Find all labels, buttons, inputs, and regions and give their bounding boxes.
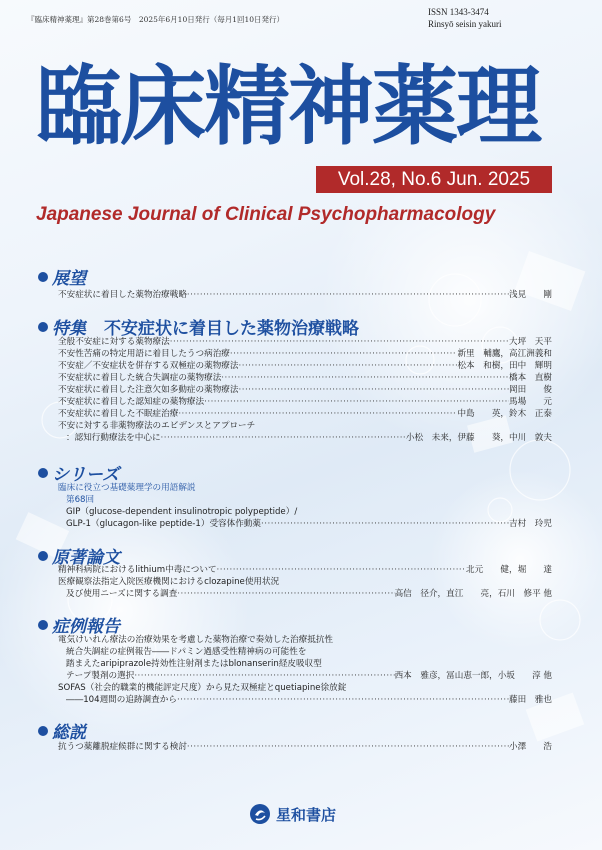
issue-info: 『臨床精神薬理』第28巻第6号 2025年6月10日発行（毎月1回10日発行） (27, 15, 285, 24)
toc-entry[interactable]: 不安症状に着目した認知症の薬物療法 ····· 馬場 元 (58, 397, 552, 408)
toc-entry[interactable]: 全般不安症に対する薬物療法 ····· 大坪 天平 (58, 337, 552, 348)
toc-entry[interactable]: 不安症状に着目した注意欠如多動症の薬物療法 ····· 岡田 俊 (58, 385, 552, 396)
journal-title: 臨床精神薬理 (36, 60, 540, 155)
bullet-icon (38, 468, 48, 478)
toc-entry[interactable]: GLP-1（glucagon-like peptide-1）受容体作動薬 ····· 吉村 玲児 (66, 519, 552, 530)
toc-entry[interactable]: 精神科病院におけるlithium中毒について ····· 北元 健，堀 達 (58, 565, 552, 576)
section-heading-sosetsu: 総説 (38, 718, 86, 743)
toc-entry[interactable]: 不安症状に着目した薬物治療戦略 ····· 浅見 剛 (58, 290, 552, 301)
bullet-icon (38, 322, 48, 332)
series-number: 第68回 (66, 495, 95, 505)
toc-entry-title[interactable]: 統合失調症の症例報告――ドパミン過感受性精神病の可能性を (66, 647, 307, 657)
feature-theme: 不安症状に着目した薬物治療戦略 (104, 319, 359, 339)
section-heading-tenbo: 展望 (38, 264, 86, 289)
toc-entry-title[interactable]: 不安に対する非薬物療法のエビデンスとアプローチ (58, 421, 256, 431)
toc-entry[interactable]: 不安症状に着目した統合失調症の薬物療法 ····· 橋本 直樹 (58, 373, 552, 384)
volume-badge: Vol.28, No.6 Jun. 2025 (316, 166, 552, 193)
section-heading-shorei: 症例報告 (38, 612, 120, 637)
publisher-name: 星和書店 (276, 805, 337, 824)
toc-entry-title[interactable]: 電気けいれん療法の治療効果を考慮した薬物治療で奏効した治療抵抗性 (58, 635, 334, 645)
bullet-icon (38, 272, 48, 282)
toc-entry-title[interactable]: 踏まえたaripiprazole持効性注射剤またはblonanserin経皮吸収型 (66, 659, 322, 669)
bullet-icon (38, 726, 48, 736)
romaji-title: Rinsyō seisin yakuri (428, 19, 502, 29)
series-subtitle: 臨床に役立つ基礎薬理学の用語解説 (58, 483, 196, 493)
toc-entry[interactable]: 抗うつ薬離脱症候群に関する検討 ····· 小澤 浩 (58, 742, 552, 753)
toc-entry[interactable]: ――104週間の追跡調査から ····· 藤田 雅也 (66, 695, 552, 706)
toc-entry[interactable]: テープ製剤の選択 ····· 西本 雅彦，冨山恵一郎，小坂 淳 他 (66, 671, 552, 682)
english-title: Japanese Journal of Clinical Psychopharmacology (36, 204, 496, 225)
section-heading-gencho: 原著論文 (38, 543, 120, 568)
publisher-logo (249, 803, 336, 825)
toc-entry-title[interactable]: 医療観察法指定入院医療機関におけるclozapine使用状況 (58, 577, 280, 587)
bullet-icon (38, 620, 48, 630)
bullet-icon (38, 551, 48, 561)
publisher-mark-icon (249, 803, 271, 825)
toc-entry-title[interactable]: SOFAS（社会的職業的機能評定尺度）から見た双極症とquetiapine徐放錠 (58, 683, 347, 693)
toc-entry[interactable]: ：認知行動療法を中心に ····· 小松 未来，伊藤 葵，中川 敦夫 (66, 433, 552, 444)
toc-entry[interactable]: 不安症／不安症状を併存する双極症の薬物療法 ····· 松本 和樹，田中 輝明 (58, 361, 552, 372)
issn: ISSN 1343-3474 (428, 7, 489, 17)
toc-entry[interactable]: 及び使用ニーズに関する調査 ····· 高信 径介，直江 亮，石川 修平 他 (66, 589, 552, 600)
toc-entry[interactable]: 不安性苦痛の特定用語に着目したうつ病治療 ····· 新里 輔鷹，高江洲義和 (58, 349, 552, 360)
toc-entry[interactable]: 不安症状に着目した不眠症治療 ····· 中島 英，鈴木 正泰 (58, 409, 552, 420)
section-heading-tokushu: 特集 不安症状に着目した薬物治療戦略 (38, 314, 359, 339)
issn-block (428, 6, 502, 30)
section-heading-series: シリーズ (38, 460, 119, 485)
toc-entry-title[interactable]: GIP（glucose-dependent insulinotropic polypeptide）/ (66, 507, 298, 517)
